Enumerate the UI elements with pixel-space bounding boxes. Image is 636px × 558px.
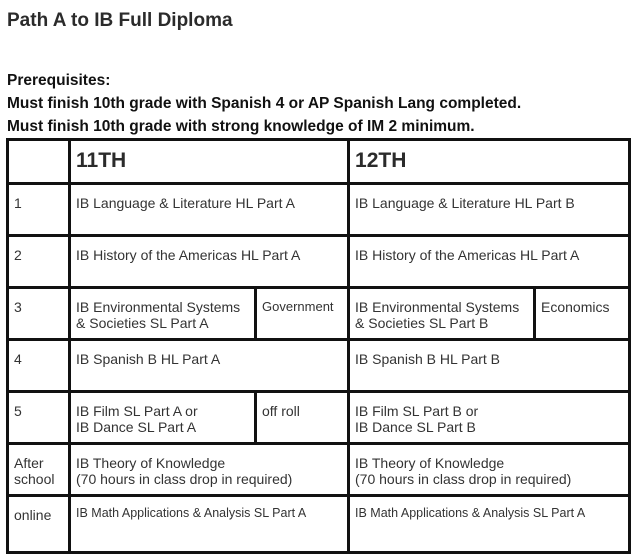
course-cell-12th bbox=[349, 392, 630, 444]
course-line: IB Math Applications & Analysis SL Part A bbox=[76, 506, 307, 520]
course-cell-11th bbox=[70, 444, 349, 496]
course-line: IB Spanish B HL Part A bbox=[76, 351, 221, 367]
table-row bbox=[8, 392, 630, 444]
table-row bbox=[8, 496, 630, 553]
course-line: IB History of the Americas HL Part A bbox=[355, 247, 580, 263]
course-cell-12th bbox=[349, 340, 630, 392]
period-cell: online bbox=[8, 496, 70, 553]
prerequisites-block bbox=[7, 69, 521, 138]
period-cell: 4 bbox=[8, 340, 70, 392]
course-cell-12th bbox=[349, 288, 535, 340]
course-line: IB Theory of Knowledge bbox=[355, 455, 505, 471]
period-cell bbox=[8, 444, 70, 496]
course-cell-11th bbox=[70, 392, 256, 444]
course-cell-12th bbox=[349, 444, 630, 496]
table-row bbox=[8, 184, 630, 236]
header-cell-period bbox=[8, 140, 70, 184]
page-title: Path A to IB Full Diploma bbox=[7, 10, 233, 31]
course-cell-11th bbox=[70, 496, 349, 553]
table-row bbox=[8, 444, 630, 496]
prerequisite-line: Must finish 10th grade with Spanish 4 or AP Spanish Lang completed. bbox=[7, 95, 522, 112]
period-cell: 3 bbox=[8, 288, 70, 340]
course-line: (70 hours in class drop in required) bbox=[76, 471, 293, 487]
course-line: IB Environmental Systems bbox=[76, 299, 241, 315]
course-line: (70 hours in class drop in required) bbox=[355, 471, 572, 487]
period-cell: 1 bbox=[8, 184, 70, 236]
header-cell-11th: 11TH bbox=[70, 140, 349, 184]
course-line: IB Film SL Part A or bbox=[76, 403, 198, 419]
course-line: IB Language & Literature HL Part B bbox=[355, 195, 575, 211]
period-cell: 5 bbox=[8, 392, 70, 444]
course-line: IB Language & Literature HL Part A bbox=[76, 195, 295, 211]
course-cell-11th bbox=[70, 288, 256, 340]
table-row bbox=[8, 288, 630, 340]
course-line: IB Theory of Knowledge bbox=[76, 455, 226, 471]
schedule-table bbox=[6, 138, 631, 554]
course-line: IB History of the Americas HL Part A bbox=[76, 247, 301, 263]
course-line: IB Dance SL Part B bbox=[355, 419, 476, 435]
course-cell-12th bbox=[349, 496, 630, 553]
course-line: & Societies SL Part A bbox=[76, 315, 209, 331]
period-cell: 2 bbox=[8, 236, 70, 288]
course-cell-11th bbox=[70, 236, 349, 288]
extra-course-cell-11th: off roll bbox=[256, 392, 349, 444]
course-cell-11th bbox=[70, 340, 349, 392]
extra-course-cell-11th: Government bbox=[256, 288, 349, 340]
extra-course-cell-12th: Economics bbox=[535, 288, 630, 340]
course-line: & Societies SL Part B bbox=[355, 315, 489, 331]
table-row bbox=[8, 340, 630, 392]
table-header-row bbox=[8, 140, 630, 184]
course-cell-12th bbox=[349, 184, 630, 236]
course-cell-12th bbox=[349, 236, 630, 288]
course-line: IB Environmental Systems bbox=[355, 299, 520, 315]
course-line: IB Dance SL Part A bbox=[76, 419, 197, 435]
prerequisites-heading: Prerequisites: bbox=[7, 72, 111, 89]
course-line: IB Math Applications & Analysis SL Part A bbox=[355, 506, 586, 520]
period-line: After bbox=[14, 455, 44, 471]
header-cell-12th: 12TH bbox=[349, 140, 630, 184]
course-line: IB Spanish B HL Part B bbox=[355, 351, 501, 367]
course-line: IB Film SL Part B or bbox=[355, 403, 479, 419]
prerequisite-line: Must finish 10th grade with strong knowledge of IM 2 minimum. bbox=[7, 118, 475, 135]
table-row bbox=[8, 236, 630, 288]
course-cell-11th bbox=[70, 184, 349, 236]
period-line: school bbox=[14, 471, 55, 487]
